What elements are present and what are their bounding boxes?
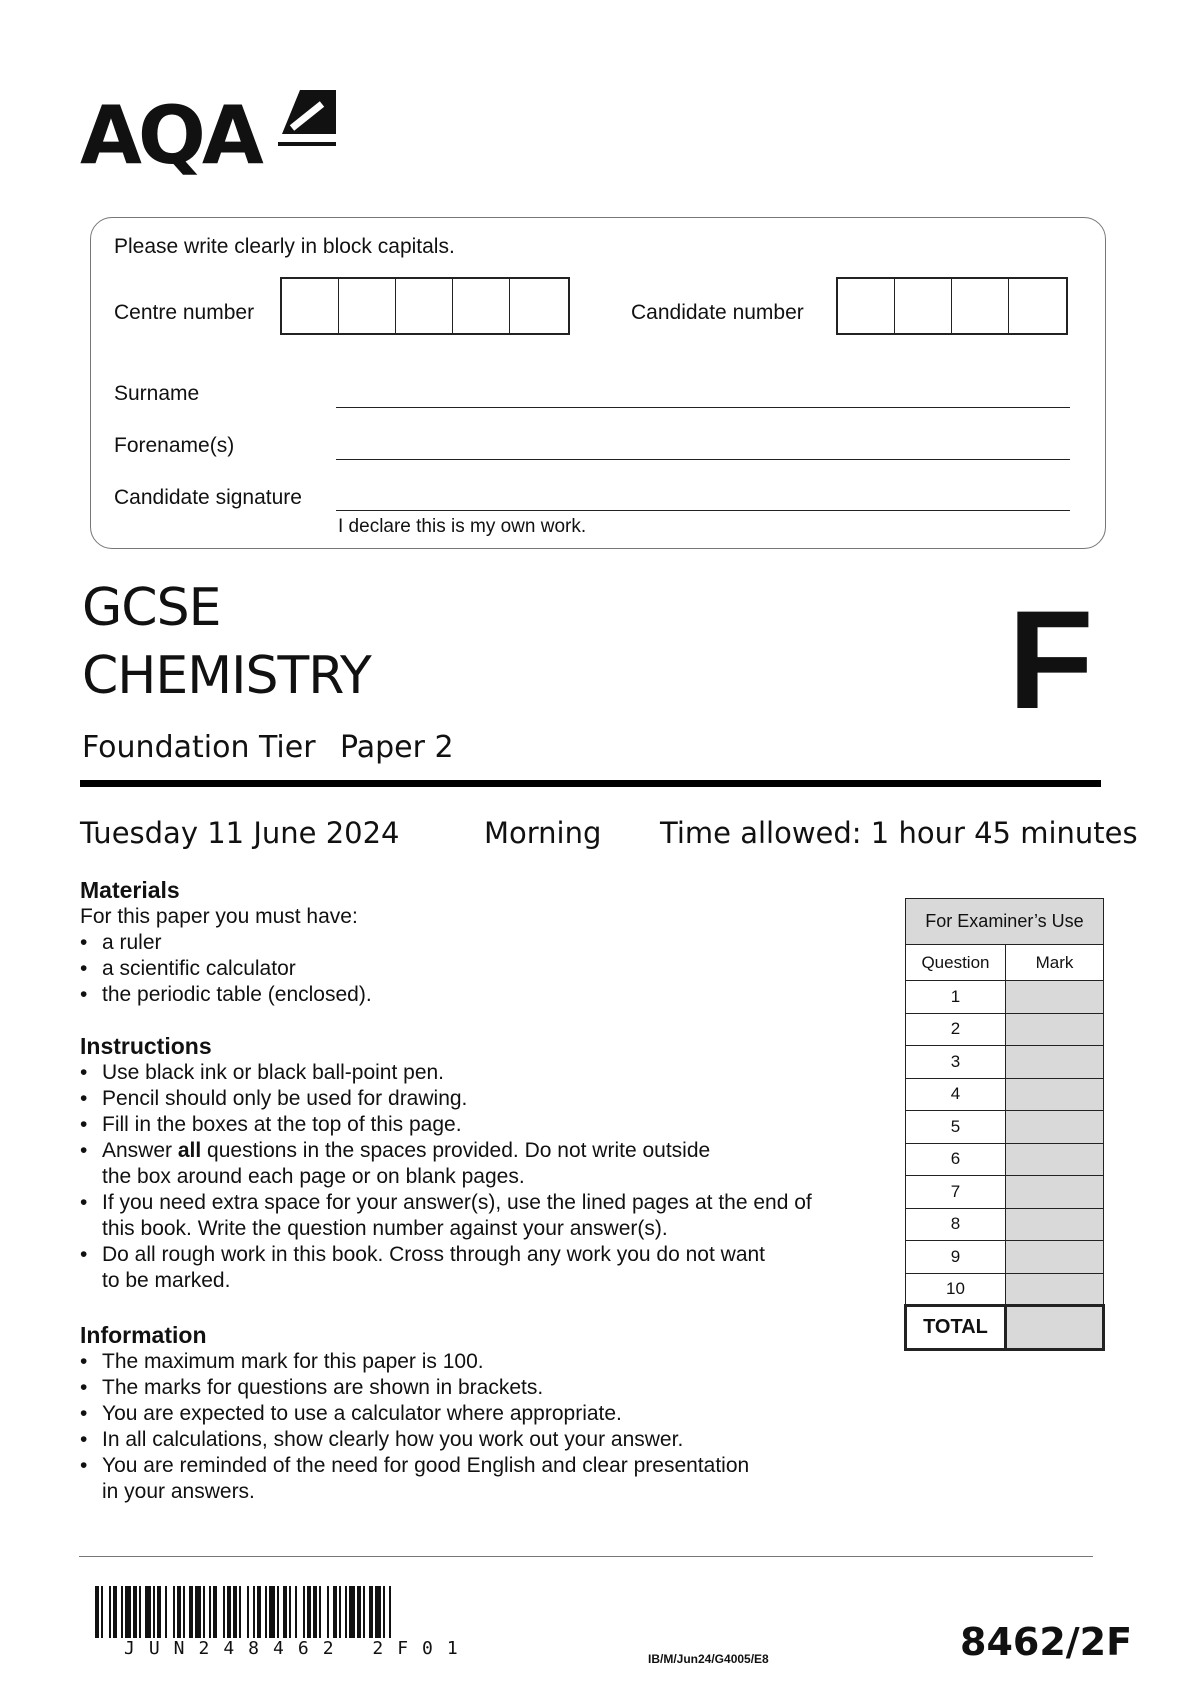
list-item-text: Do all rough work in this book. Cross through any work you do not want: [102, 1243, 766, 1266]
barcode-bar: [383, 1586, 385, 1638]
centre-number-label: Centre number: [114, 301, 255, 324]
list-item: [80, 1190, 812, 1242]
surname-line[interactable]: [336, 407, 1070, 408]
instructions-list: [80, 1060, 812, 1294]
barcode-bar: [189, 1586, 193, 1638]
time-allowed: Time allowed: 1 hour 45 minutes: [660, 816, 1138, 850]
barcode-bar: [223, 1586, 225, 1638]
list-item-text: the box around each page or on blank pages.: [102, 1165, 525, 1188]
list-item-text: this book. Write the question number against your answer(s).: [102, 1217, 668, 1240]
barcode-bar: [327, 1586, 329, 1638]
barcode-bar: [257, 1586, 261, 1638]
barcode-bar: [233, 1586, 237, 1638]
table-row: [906, 1111, 1104, 1144]
barcode-bar: [157, 1586, 161, 1638]
table-row: [906, 981, 1104, 1014]
barcode-bar: [313, 1586, 317, 1638]
list-item: • You are expected to use a calculator where appropriate.: [80, 1401, 749, 1427]
list-item: • Fill in the boxes at the top of this page.: [80, 1112, 812, 1138]
barcode-bar: [389, 1586, 391, 1638]
block-capitals-instruction: Please write clearly in block capitals.: [114, 235, 455, 258]
barcode-bar: [121, 1586, 123, 1638]
barcode-bar: [239, 1586, 241, 1638]
list-item: • Use black ink or black ball-point pen.: [80, 1060, 812, 1086]
question-number: 7: [906, 1176, 1006, 1209]
title-divider: [80, 780, 1101, 787]
barcode-bar: [145, 1586, 151, 1638]
barcode-bar: [339, 1586, 341, 1638]
question-number: 10: [906, 1273, 1006, 1306]
subject-title: CHEMISTRY: [82, 646, 371, 706]
table-row: [906, 1013, 1104, 1046]
signature-label: Candidate signature: [114, 486, 302, 509]
candidate-number-digit[interactable]: [895, 279, 952, 333]
barcode-bar: [269, 1586, 275, 1638]
barcode-bar: [357, 1586, 361, 1638]
surname-label: Surname: [114, 382, 200, 405]
mark-cell: [1005, 1046, 1103, 1079]
mark-cell: [1005, 1078, 1103, 1111]
mark-column-header: Mark: [1005, 945, 1103, 981]
table-row: [906, 1208, 1104, 1241]
mark-cell: [1005, 1176, 1103, 1209]
tier-label: Foundation Tier: [82, 730, 316, 765]
list-item-text: You are reminded of the need for good English and clear presentation: [102, 1454, 750, 1477]
information-heading: Information: [80, 1322, 207, 1348]
mark-cell: [1005, 1241, 1103, 1274]
question-number: 6: [906, 1143, 1006, 1176]
barcode-bar: [265, 1586, 267, 1638]
centre-number-digit[interactable]: [510, 279, 567, 333]
table-row: [906, 1273, 1104, 1306]
table-row: [906, 1046, 1104, 1079]
total-row: [906, 1306, 1104, 1350]
barcode-bar: [195, 1586, 201, 1638]
list-item-text: If you need extra space for your answer(s), use the lined pages at the end of: [102, 1191, 812, 1214]
barcode-bar: [177, 1586, 181, 1638]
barcode-bar: [125, 1586, 131, 1638]
barcode-icon: [95, 1586, 507, 1638]
mark-cell: [1005, 1013, 1103, 1046]
exam-date: Tuesday 11 June 2024: [80, 816, 400, 850]
question-number: 9: [906, 1241, 1006, 1274]
list-item: • In all calculations, show clearly how you work out your answer.: [80, 1427, 749, 1453]
footer-divider: [79, 1556, 1093, 1557]
centre-number-digit[interactable]: [453, 279, 510, 333]
table-row: [906, 1143, 1104, 1176]
mark-cell: [1005, 1143, 1103, 1176]
table-row: [906, 1078, 1104, 1111]
candidate-number-digit[interactable]: [952, 279, 1009, 333]
centre-number-boxes[interactable]: [280, 277, 570, 335]
list-item-text: to be marked.: [102, 1269, 231, 1292]
question-number: 4: [906, 1078, 1006, 1111]
barcode-bar: [253, 1586, 255, 1638]
instructions-heading: Instructions: [80, 1033, 212, 1059]
barcode-bar: [307, 1586, 311, 1638]
barcode-bar: [101, 1586, 103, 1638]
barcode-bar: [283, 1586, 287, 1638]
qualification-title: GCSE: [82, 578, 221, 638]
barcode-bar: [183, 1586, 185, 1638]
barcode-bar: [363, 1586, 365, 1638]
barcode-bar: [333, 1586, 337, 1638]
materials-intro: For this paper you must have:: [80, 905, 358, 928]
list-item: • The maximum mark for this paper is 100.: [80, 1349, 749, 1375]
barcode-bar: [113, 1586, 117, 1638]
list-item: • the periodic table (enclosed).: [80, 982, 372, 1008]
barcode-bar: [95, 1586, 99, 1638]
question-column-header: Question: [906, 945, 1006, 981]
examiners-use-table: [904, 898, 1105, 1351]
list-item: [80, 1242, 812, 1294]
barcode-bar: [303, 1586, 305, 1638]
list-item: • Pencil should only be used for drawing.: [80, 1086, 812, 1112]
barcode-bar: [109, 1586, 111, 1638]
barcode-bar: [295, 1586, 297, 1638]
reference-code: IB/M/Jun24/G4005/E8: [648, 1652, 769, 1666]
total-label: TOTAL: [906, 1306, 1006, 1350]
materials-list: [80, 930, 372, 1008]
aqa-logo: [80, 86, 350, 186]
list-item-text: questions in the spaces provided. Do not write outside: [201, 1139, 711, 1162]
list-item: [80, 1453, 749, 1505]
list-item-text: Answer: [102, 1139, 178, 1162]
question-number: 2: [906, 1013, 1006, 1046]
barcode-bar: [319, 1586, 321, 1638]
barcode-bar: [165, 1586, 167, 1638]
mark-cell: [1005, 1273, 1103, 1306]
barcode-bar: [173, 1586, 175, 1638]
total-mark-cell: [1005, 1306, 1103, 1350]
list-item: • a ruler: [80, 930, 372, 956]
examiners-use-title: For Examiner’s Use: [906, 899, 1104, 945]
list-item: • a scientific calculator: [80, 956, 372, 982]
barcode-bar: [133, 1586, 137, 1638]
mark-cell: [1005, 1111, 1103, 1144]
barcode-bar: [153, 1586, 155, 1638]
question-number: 1: [906, 981, 1006, 1014]
barcode-bar: [289, 1586, 291, 1638]
candidate-number-digit[interactable]: [1009, 279, 1066, 333]
table-row: [906, 1241, 1104, 1274]
question-number: 3: [906, 1046, 1006, 1079]
paper-label: Paper 2: [340, 730, 454, 765]
exam-session: Morning: [484, 816, 602, 850]
logo-text: AQA: [80, 89, 260, 182]
barcode-bar: [277, 1586, 279, 1638]
barcode-bar: [375, 1586, 381, 1638]
barcode-bar: [227, 1586, 231, 1638]
forenames-line[interactable]: [336, 459, 1070, 460]
centre-number-digit[interactable]: [339, 279, 396, 333]
tier-letter: F: [1008, 581, 1094, 738]
list-item: [80, 1138, 812, 1190]
forenames-label: Forename(s): [114, 434, 235, 457]
table-row: [906, 1176, 1104, 1209]
list-item-text: in your answers.: [102, 1480, 255, 1503]
centre-number-digit[interactable]: [396, 279, 453, 333]
barcode-bar: [213, 1586, 217, 1638]
barcode-bar: [369, 1586, 373, 1638]
logo-leaf-icon: [278, 90, 340, 146]
mark-cell: [1005, 981, 1103, 1014]
centre-number-digit[interactable]: [282, 279, 339, 333]
barcode-bar: [349, 1586, 355, 1638]
barcode-bar: [203, 1586, 205, 1638]
barcode-bar: [247, 1586, 249, 1638]
list-item: • The marks for questions are shown in brackets.: [80, 1375, 749, 1401]
barcode-text: JUN248462 2F01: [124, 1638, 472, 1659]
materials-heading: Materials: [80, 877, 180, 903]
question-number: 5: [906, 1111, 1006, 1144]
barcode-bar: [139, 1586, 141, 1638]
mark-cell: [1005, 1208, 1103, 1241]
declaration-text: I declare this is my own work.: [338, 516, 587, 537]
candidate-number-label: Candidate number: [631, 301, 804, 324]
emphasis-all: all: [177, 1139, 202, 1162]
question-number: 8: [906, 1208, 1006, 1241]
candidate-number-digit[interactable]: [838, 279, 895, 333]
signature-line[interactable]: [336, 510, 1070, 511]
candidate-number-boxes[interactable]: [836, 277, 1068, 335]
information-list: [80, 1349, 749, 1505]
paper-code: 8462/2F: [960, 1620, 1133, 1664]
barcode-bar: [209, 1586, 211, 1638]
barcode-bar: [345, 1586, 347, 1638]
